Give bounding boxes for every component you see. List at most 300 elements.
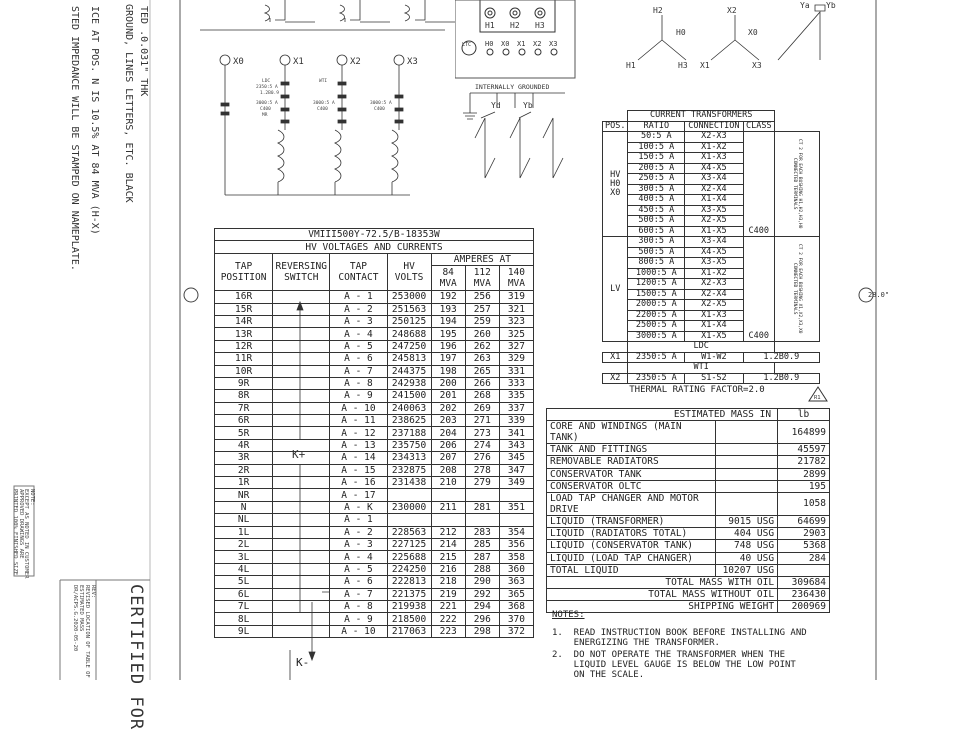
tap-row — [215, 576, 534, 588]
hv-volts: 217063 — [387, 625, 431, 637]
amps-140: 372 — [499, 625, 533, 637]
ct-class — [743, 142, 774, 153]
ct-class-small: C400 — [317, 107, 328, 112]
ct-ratio: 500:5 A — [628, 216, 685, 227]
mass-row — [547, 540, 830, 552]
amps-84: 210 — [431, 477, 465, 489]
tap-contact: A - 7 — [330, 365, 387, 377]
tap-contact: A - 4 — [330, 328, 387, 340]
wti-small-label: WTI — [319, 79, 328, 84]
amps-112: 262 — [465, 340, 499, 352]
ct-col-ratio: RATIO — [628, 121, 685, 132]
ct-lv-row — [603, 237, 820, 248]
ct-hv-group-label: H0 — [610, 178, 621, 189]
ct-ratio: 200:5 A — [628, 163, 685, 174]
ct-class — [743, 310, 774, 321]
tap-contact: A - 6 — [330, 353, 387, 365]
tap-contact: A - 1 — [330, 514, 387, 526]
tap-position: 13R — [215, 328, 273, 340]
ct-class — [743, 237, 774, 248]
tap-contact: A - 3 — [330, 538, 387, 550]
ct-lv-group: LV — [603, 237, 628, 342]
mass-row — [547, 444, 830, 456]
ct-ratio: 50:5 A — [628, 132, 685, 143]
mass-volume: 748 USG — [716, 540, 778, 552]
ct-hv-side-note: CT 2 FOR EACH BUSHING H1,H2,H3,H0 CONNECTED TERMINALS — [774, 132, 819, 237]
ldc-pos: X1 — [603, 352, 628, 363]
rev-note-line: DR/ACPS.G.2020-05-20 — [72, 585, 78, 652]
k-plus-label: K+ — [292, 448, 306, 461]
x-terminal-label: X3 — [407, 57, 418, 67]
reversing-switch-arrows — [272, 300, 329, 680]
amps-84: 195 — [431, 328, 465, 340]
ct-ratio: 300:5 A — [628, 237, 685, 248]
tap-row — [215, 315, 534, 327]
amps-140: 368 — [499, 600, 533, 612]
ct-ratio: 100:5 A — [628, 142, 685, 153]
amps-140: 341 — [499, 427, 533, 439]
tap-contact: A - 9 — [330, 390, 387, 402]
notes-section — [552, 610, 807, 680]
tap-position: 3R — [215, 452, 273, 464]
hv-volts: 250125 — [387, 315, 431, 327]
amps-140: 339 — [499, 415, 533, 427]
amps-84: 206 — [431, 439, 465, 451]
hv-volts: 253000 — [387, 291, 431, 303]
ct-connection: X2-X3 — [685, 279, 743, 290]
amps-140: 323 — [499, 315, 533, 327]
tap-position: 9R — [215, 377, 273, 389]
amps-140: 319 — [499, 291, 533, 303]
ct-connection: X2-X5 — [685, 300, 743, 311]
ct-class — [743, 321, 774, 332]
tap-contact: A - 2 — [330, 526, 387, 538]
mass-row — [547, 492, 830, 515]
winding-schematic — [200, 0, 460, 230]
wti-connection: S1-S2 — [685, 373, 743, 384]
amps-84: 208 — [431, 464, 465, 476]
amps-84: 212 — [431, 526, 465, 538]
ct-hv-group-label: X0 — [610, 187, 621, 198]
col-hv-volts: HV VOLTS — [387, 253, 431, 290]
hv-volts: 230000 — [387, 501, 431, 513]
amps-112: 274 — [465, 439, 499, 451]
amps-84: 218 — [431, 576, 465, 588]
mass-value: 284 — [778, 552, 830, 564]
tap-position: 1L — [215, 526, 273, 538]
tap-position: NL — [215, 514, 273, 526]
ct-class — [743, 289, 774, 300]
tap-contact: A - 13 — [330, 439, 387, 451]
note-line: 2. DO NOT OPERATE THE TRANSFORMER WHEN THE — [552, 650, 785, 660]
rev-note-line: ESTIMATED MASS — [78, 585, 84, 632]
ldc-class: 1.2B0.9 — [743, 352, 819, 363]
mass-total-value: 236430 — [778, 589, 830, 601]
tap-position: 11R — [215, 353, 273, 365]
note-line: LIQUID LEVEL GAUGE IS BELOW THE LOW POINT — [552, 660, 796, 670]
amps-84: 223 — [431, 625, 465, 637]
mass-row — [547, 456, 830, 468]
ct-connection: X1-X3 — [685, 310, 743, 321]
yb-label: Yb — [523, 101, 533, 110]
amps-112: 287 — [465, 551, 499, 563]
tap-contact: A - 8 — [330, 377, 387, 389]
note-line: 1. READ INSTRUCTION BOOK BEFORE INSTALLING AND — [552, 628, 807, 638]
tap-position: 16R — [215, 291, 273, 303]
amps-112: 259 — [465, 315, 499, 327]
mass-volume — [716, 492, 778, 515]
tap-row — [215, 588, 534, 600]
mass-row — [547, 468, 830, 480]
mass-item: LOAD TAP CHANGER AND MOTOR DRIVE — [547, 492, 716, 515]
ct-ratio: 3000:5 A — [628, 331, 685, 342]
amps-84: 197 — [431, 353, 465, 365]
bushing-label-bottom: H0 — [485, 40, 494, 48]
ct-class-small: C400 — [374, 107, 385, 112]
tap-row — [215, 353, 534, 365]
left-note: ICE AT POS. N IS 10.5% AT 84 MVA (H-X) — [89, 6, 100, 235]
amps-84: 211 — [431, 501, 465, 513]
vector-label: H3 — [678, 61, 688, 70]
left-rotated-notes — [134, 6, 152, 96]
hv-volts: 242938 — [387, 377, 431, 389]
ct-connection: X3-X4 — [685, 174, 743, 185]
amps-140: 331 — [499, 365, 533, 377]
mass-row — [547, 480, 830, 492]
amps-112: 290 — [465, 576, 499, 588]
amps-140: 329 — [499, 353, 533, 365]
amps-112: 271 — [465, 415, 499, 427]
tap-contact: A - 1 — [330, 291, 387, 303]
tap-position: 2R — [215, 464, 273, 476]
tap-row — [215, 427, 534, 439]
tap-row — [215, 464, 534, 476]
bushing-label-top: H1 — [485, 21, 495, 30]
ct-class — [743, 300, 774, 311]
amps-84: 202 — [431, 402, 465, 414]
tap-row — [215, 291, 534, 303]
grounding-schematic — [455, 78, 605, 198]
tap-position: 6R — [215, 415, 273, 427]
tap-row — [215, 390, 534, 402]
rev-note-line: REV: — [90, 585, 96, 599]
yd-label: Yd — [491, 101, 501, 110]
mass-row — [547, 528, 830, 540]
mass-value — [778, 564, 830, 576]
amps-84: 198 — [431, 365, 465, 377]
amps-84: 201 — [431, 390, 465, 402]
amps-84: 204 — [431, 427, 465, 439]
mass-value: 1058 — [778, 492, 830, 515]
ct-ratio: 150:5 A — [628, 153, 685, 164]
ct-class — [743, 279, 774, 290]
mass-header: ESTIMATED MASS IN — [547, 409, 778, 421]
mass-value: 64699 — [778, 515, 830, 527]
amps-140: 354 — [499, 526, 533, 538]
box-note-line: NOTE: — [29, 489, 35, 506]
tap-position: 5L — [215, 576, 273, 588]
amps-84: 203 — [431, 415, 465, 427]
tap-position: 8R — [215, 390, 273, 402]
ct-class — [743, 195, 774, 206]
ct-connection: X3-X4 — [685, 237, 743, 248]
amps-112: 294 — [465, 600, 499, 612]
tap-position: 8L — [215, 613, 273, 625]
amps-84: 214 — [431, 538, 465, 550]
bushing-label-bottom: X2 — [533, 40, 542, 48]
amps-84 — [431, 514, 465, 526]
tap-row — [215, 365, 534, 377]
tap-position: 2L — [215, 538, 273, 550]
tap-position: 14R — [215, 315, 273, 327]
hv-volts: 224250 — [387, 563, 431, 575]
ct-ratio: 1000:5 A — [628, 268, 685, 279]
mass-item: TANK AND FITTINGS — [547, 444, 716, 456]
hv-volts: 247250 — [387, 340, 431, 352]
amps-140: 365 — [499, 588, 533, 600]
ldc-header: LDC — [628, 342, 775, 353]
amps-112: 266 — [465, 377, 499, 389]
mass-item: CONSERVATOR OLTC — [547, 480, 716, 492]
amps-84: 222 — [431, 613, 465, 625]
hv-volts: 219938 — [387, 600, 431, 612]
hv-volts: 232875 — [387, 464, 431, 476]
tap-position: 6L — [215, 588, 273, 600]
notes-title: NOTES: — [552, 610, 585, 620]
mass-volume — [716, 456, 778, 468]
rev-note — [72, 585, 96, 678]
ldc-class-label: 1.2B0.9 — [260, 91, 279, 96]
mass-row — [547, 421, 830, 444]
ct-ratio: 2000:5 A — [628, 300, 685, 311]
tap-contact: A - 17 — [330, 489, 387, 501]
bushing-label-bottom: X0 — [501, 40, 510, 48]
ct-connection: X1-X5 — [685, 226, 743, 237]
ct-connection: X1-X2 — [685, 142, 743, 153]
mass-unit: lb — [778, 409, 830, 421]
ct-connection: X1-X2 — [685, 268, 743, 279]
mass-volume — [716, 444, 778, 456]
mass-item: LIQUID (TRANSFORMER) — [547, 515, 716, 527]
mass-value: 2899 — [778, 468, 830, 480]
hv-volts: 227125 — [387, 538, 431, 550]
mass-item: CONSERVATOR TANK — [547, 468, 716, 480]
tap-row — [215, 489, 534, 501]
mass-row — [547, 564, 830, 576]
ct-connection: X2-X3 — [685, 132, 743, 143]
mass-value: 5368 — [778, 540, 830, 552]
tap-row — [215, 303, 534, 315]
mass-item: LIQUID (RADIATORS TOTAL) — [547, 528, 716, 540]
mass-item: LIQUID (LOAD TAP CHANGER) — [547, 552, 716, 564]
ct-class — [743, 216, 774, 227]
tap-row — [215, 452, 534, 464]
mass-total-value: 200969 — [778, 601, 830, 613]
tap-position: 1R — [215, 477, 273, 489]
ct-ratio: 300:5 A — [628, 184, 685, 195]
ct-class-small: C400 — [260, 107, 271, 112]
amps-112 — [465, 514, 499, 526]
amps-140: 370 — [499, 613, 533, 625]
ct-connection: X1-X5 — [685, 331, 743, 342]
tap-contact: A - 4 — [330, 551, 387, 563]
ct-class — [743, 163, 774, 174]
mass-total-label: TOTAL MASS WITHOUT OIL — [547, 589, 778, 601]
hv-volts: 235750 — [387, 439, 431, 451]
amps-84: 207 — [431, 452, 465, 464]
ct-ratio: 800:5 A — [628, 258, 685, 269]
tap-contact: A - 9 — [330, 613, 387, 625]
col-tap-contact: TAP CONTACT — [330, 253, 387, 290]
hv-table-title: VMIII500Y-72.5/B-18353W — [215, 229, 534, 241]
mass-row — [547, 515, 830, 527]
amps-140: 351 — [499, 501, 533, 513]
amps-112: 268 — [465, 390, 499, 402]
amps-112: 298 — [465, 625, 499, 637]
hv-volts: 222813 — [387, 576, 431, 588]
ct-connection: X3-X5 — [685, 258, 743, 269]
mass-item: CORE AND WINDINGS (MAIN TANK) — [547, 421, 716, 444]
mass-total-label: TOTAL MASS WITH OIL — [547, 576, 778, 588]
tap-contact: A - 5 — [330, 563, 387, 575]
ct-class — [743, 132, 774, 143]
vector-label: X1 — [700, 61, 710, 70]
tap-row — [215, 526, 534, 538]
note-line: ON THE SCALE. — [552, 670, 645, 680]
tap-contact: A - 5 — [330, 340, 387, 352]
tap-position: 15R — [215, 303, 273, 315]
left-note: TED .0.031" THK — [138, 6, 149, 97]
tap-row — [215, 415, 534, 427]
amps-140: 358 — [499, 551, 533, 563]
amps-84: 219 — [431, 588, 465, 600]
tap-position: 7L — [215, 600, 273, 612]
mass-value: 164899 — [778, 421, 830, 444]
amps-140: 347 — [499, 464, 533, 476]
amps-140: 360 — [499, 563, 533, 575]
mass-volume: 10207 USG — [716, 564, 778, 576]
amps-140: 337 — [499, 402, 533, 414]
tap-contact: A - 3 — [330, 315, 387, 327]
wti-header: WTI — [628, 363, 775, 374]
amps-140 — [499, 489, 533, 501]
amps-112: 281 — [465, 501, 499, 513]
mass-total-row — [547, 589, 830, 601]
ct-ratio: 1200:5 A — [628, 279, 685, 290]
tap-contact: A - 16 — [330, 477, 387, 489]
hv-volts: 244375 — [387, 365, 431, 377]
ct-hv-group-label: HV — [610, 169, 621, 180]
box-note-line: EXCEPT AS NOTED IN CUSTOMER — [23, 489, 30, 579]
col-amperes-at: AMPERES AT — [431, 253, 533, 265]
wti-class: 1.2B0.9 — [743, 373, 819, 384]
tap-position: 9L — [215, 625, 273, 637]
amps-140: 349 — [499, 477, 533, 489]
tap-row — [215, 439, 534, 451]
hv-volts: 248688 — [387, 328, 431, 340]
vector-label: H2 — [653, 6, 663, 15]
ct-class — [743, 205, 774, 216]
tap-row — [215, 402, 534, 414]
amps-112: 276 — [465, 452, 499, 464]
thermal-rating-footer: THERMAL RATING FACTOR=2.0 — [629, 385, 765, 395]
ct-ratio: 450:5 A — [628, 205, 685, 216]
amps-112: 283 — [465, 526, 499, 538]
tap-row — [215, 563, 534, 575]
ct-connection: X1-X3 — [685, 153, 743, 164]
bushing-panel — [455, 0, 600, 80]
ct-col-pos: POS. — [603, 121, 628, 132]
ct-connection: X3-X5 — [685, 205, 743, 216]
box-note-line: PRINTED 100% FINISHED SIZE — [12, 489, 19, 576]
ct-connection: X2-X4 — [685, 289, 743, 300]
amps-84: 196 — [431, 340, 465, 352]
amps-112: 260 — [465, 328, 499, 340]
amps-140: 345 — [499, 452, 533, 464]
ct-connection: X4-X5 — [685, 163, 743, 174]
ct-ratio: 600:5 A — [628, 226, 685, 237]
ct-ratio: 2200:5 A — [628, 310, 685, 321]
hv-volts: 231438 — [387, 477, 431, 489]
ct-class — [743, 184, 774, 195]
vector-label: H0 — [676, 28, 686, 37]
tap-position: N — [215, 501, 273, 513]
tap-contact: A - 15 — [330, 464, 387, 476]
mass-value: 195 — [778, 480, 830, 492]
hv-volts: 237188 — [387, 427, 431, 439]
ya-label: Ya — [800, 1, 810, 10]
amps-84 — [431, 489, 465, 501]
ct-connection: X1-X4 — [685, 321, 743, 332]
amps-140: 363 — [499, 576, 533, 588]
hv-volts: 251563 — [387, 303, 431, 315]
hv-volts: 240063 — [387, 402, 431, 414]
hv-volts: 241500 — [387, 390, 431, 402]
hv-volts — [387, 514, 431, 526]
tap-contact: A - 8 — [330, 600, 387, 612]
mass-value: 21782 — [778, 456, 830, 468]
box-note-line: APPROVED DRAWINGS ARE — [18, 489, 24, 559]
col-140mva: 140 MVA — [499, 266, 533, 291]
hv-volts: 218500 — [387, 613, 431, 625]
ct-connection: X4-X5 — [685, 247, 743, 258]
dimension-label: 28.0" — [868, 291, 890, 299]
hv-volts: 238625 — [387, 415, 431, 427]
tap-row — [215, 514, 534, 526]
tap-position: 10R — [215, 365, 273, 377]
amps-112: 296 — [465, 613, 499, 625]
mass-item: REMOVABLE RADIATORS — [547, 456, 716, 468]
ldc-ratio: 2350:5 A — [628, 352, 685, 363]
amps-84: 221 — [431, 600, 465, 612]
amps-84: 193 — [431, 303, 465, 315]
ct-col-connection: CONNECTION — [685, 121, 743, 132]
amps-112: 263 — [465, 353, 499, 365]
tap-row — [215, 551, 534, 563]
ct-col-class: CLASS — [743, 121, 774, 132]
tap-contact: A - 10 — [330, 402, 387, 414]
vector-label: H1 — [626, 61, 636, 70]
mass-volume: 404 USG — [716, 528, 778, 540]
x-terminal-label: X1 — [293, 57, 304, 67]
mass-volume — [716, 480, 778, 492]
tap-contact: A - 12 — [330, 427, 387, 439]
tap-row — [215, 340, 534, 352]
hv-volts: 245813 — [387, 353, 431, 365]
amps-84: 192 — [431, 291, 465, 303]
amps-140: 327 — [499, 340, 533, 352]
hv-voltages-table — [214, 228, 534, 669]
